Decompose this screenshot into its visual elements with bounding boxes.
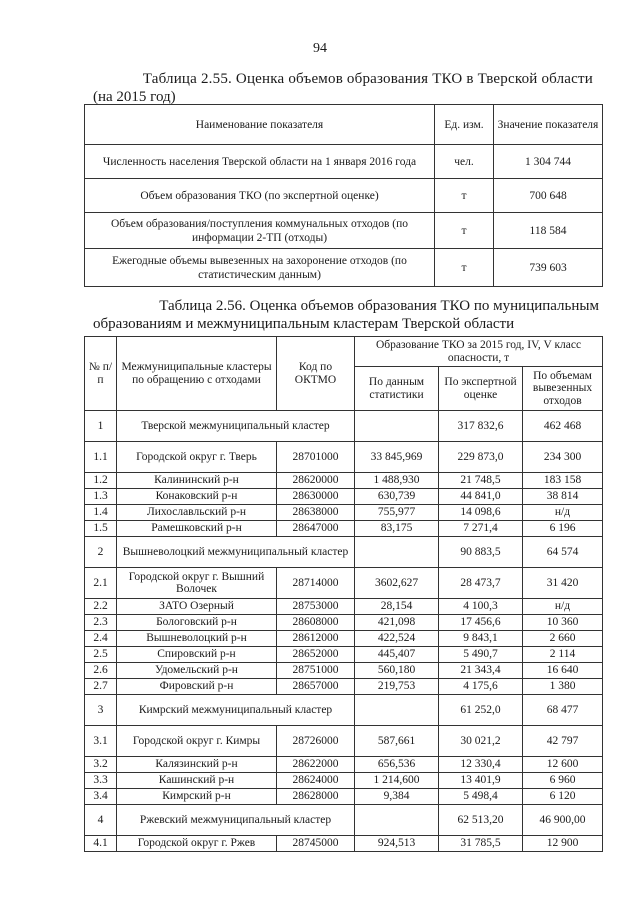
- row-num: 3.4: [85, 789, 117, 805]
- table-row: [85, 647, 603, 663]
- row-expert: 90 883,5: [439, 537, 523, 568]
- table2-header-group: Образование ТКО за 2015 год, IV, V класс опасности, т: [355, 337, 603, 367]
- row-oktmo: 28714000: [277, 568, 355, 599]
- row-value: 700 648: [494, 179, 603, 213]
- row-expert: 9 843,1: [439, 631, 523, 647]
- row-expert: 61 252,0: [439, 695, 523, 726]
- row-exported: 16 640: [523, 663, 603, 679]
- table-row: [85, 505, 603, 521]
- row-name: Удомельский р-н: [117, 663, 277, 679]
- row-num: 2.2: [85, 599, 117, 615]
- row-oktmo: 28745000: [277, 836, 355, 852]
- table-row: [85, 615, 603, 631]
- row-oktmo: 28751000: [277, 663, 355, 679]
- table-row: [85, 789, 603, 805]
- table2-header-row: [85, 337, 603, 367]
- row-oktmo: 28612000: [277, 631, 355, 647]
- row-num: 3.2: [85, 757, 117, 773]
- table-row: [85, 249, 603, 287]
- row-unit: т: [435, 213, 494, 249]
- row-stat: 560,180: [355, 663, 439, 679]
- row-stat: 587,661: [355, 726, 439, 757]
- table2-header-oktmo: Код по ОКТМО: [277, 337, 355, 411]
- row-oktmo: 28657000: [277, 679, 355, 695]
- row-name: Вышневолоцкий р-н: [117, 631, 277, 647]
- row-num: 1.5: [85, 521, 117, 537]
- table1: [84, 104, 603, 287]
- table-row: [85, 726, 603, 757]
- row-stat: [355, 411, 439, 442]
- row-expert: 17 456,6: [439, 615, 523, 631]
- row-stat: 421,098: [355, 615, 439, 631]
- row-exported: 10 360: [523, 615, 603, 631]
- table1-header-unit: Ед. изм.: [435, 105, 494, 145]
- table1-title-sub: (на 2015 год): [93, 89, 176, 105]
- row-stat: 1 488,930: [355, 473, 439, 489]
- cluster-row: [85, 411, 603, 442]
- row-stat: [355, 805, 439, 836]
- table1-header-value: Значение показателя: [494, 105, 603, 145]
- row-unit: чел.: [435, 145, 494, 179]
- row-stat: 630,739: [355, 489, 439, 505]
- table-row: [85, 663, 603, 679]
- table-row: [85, 179, 603, 213]
- row-exported: 38 814: [523, 489, 603, 505]
- row-name: Фировский р-н: [117, 679, 277, 695]
- table-row: [85, 442, 603, 473]
- row-num: 3: [85, 695, 117, 726]
- row-stat: 924,513: [355, 836, 439, 852]
- cluster-row: [85, 695, 603, 726]
- row-name: Бологовский р-н: [117, 615, 277, 631]
- row-exported: 12 900: [523, 836, 603, 852]
- table2-title-main: Таблица 2.56. Оценка объемов образования ТКО по муниципальным: [159, 298, 599, 314]
- row-expert: 14 098,6: [439, 505, 523, 521]
- row-name: Ежегодные объемы вывезенных на захоронение отходов (по статистическим данным): [85, 249, 435, 287]
- row-oktmo: 28647000: [277, 521, 355, 537]
- table-row: [85, 521, 603, 537]
- row-name: Тверской межмуниципальный кластер: [117, 411, 355, 442]
- row-stat: 656,536: [355, 757, 439, 773]
- row-exported: 234 300: [523, 442, 603, 473]
- table2-header-cluster: Межмуниципальные кластеры по обращению с отходами: [117, 337, 277, 411]
- row-name: Рамешковский р-н: [117, 521, 277, 537]
- row-name: Спировский р-н: [117, 647, 277, 663]
- table2-title: [93, 297, 599, 333]
- row-name: Городской округ г. Кимры: [117, 726, 277, 757]
- row-expert: 5 490,7: [439, 647, 523, 663]
- row-name: ЗАТО Озерный: [117, 599, 277, 615]
- table-row: [85, 773, 603, 789]
- row-stat: 422,524: [355, 631, 439, 647]
- row-expert: 5 498,4: [439, 789, 523, 805]
- row-name: Конаковский р-н: [117, 489, 277, 505]
- table2-title-sub: образованиям и межмуниципальным кластерам Тверской области: [93, 316, 515, 332]
- row-num: 1.2: [85, 473, 117, 489]
- row-name: Калязинский р-н: [117, 757, 277, 773]
- row-oktmo: 28753000: [277, 599, 355, 615]
- table2-header-num: № п/п: [85, 337, 117, 411]
- row-name: Численность населения Тверской области на 1 января 2016 года: [85, 145, 435, 179]
- row-num: 2.1: [85, 568, 117, 599]
- row-num: 2.7: [85, 679, 117, 695]
- table2-body: [85, 411, 603, 852]
- row-expert: 21 748,5: [439, 473, 523, 489]
- row-expert: 62 513,20: [439, 805, 523, 836]
- row-exported: н/д: [523, 599, 603, 615]
- row-expert: 12 330,4: [439, 757, 523, 773]
- row-exported: 183 158: [523, 473, 603, 489]
- row-expert: 229 873,0: [439, 442, 523, 473]
- row-stat: 755,977: [355, 505, 439, 521]
- row-oktmo: 28624000: [277, 773, 355, 789]
- table1-title: [93, 70, 593, 106]
- row-exported: 6 196: [523, 521, 603, 537]
- table2: [84, 336, 603, 852]
- row-stat: 83,175: [355, 521, 439, 537]
- row-num: 1.3: [85, 489, 117, 505]
- row-expert: 28 473,7: [439, 568, 523, 599]
- row-expert: 30 021,2: [439, 726, 523, 757]
- row-oktmo: 28652000: [277, 647, 355, 663]
- row-oktmo: 28638000: [277, 505, 355, 521]
- row-name: Кимрский р-н: [117, 789, 277, 805]
- row-name: Городской округ г. Тверь: [117, 442, 277, 473]
- row-num: 2.3: [85, 615, 117, 631]
- cluster-row: [85, 805, 603, 836]
- table-row: [85, 599, 603, 615]
- row-name: Вышневолоцкий межмуниципальный кластер: [117, 537, 355, 568]
- row-name: Объем образования/поступления коммунальных отходов (по информации 2-ТП (отходы): [85, 213, 435, 249]
- row-name: Калининский р-н: [117, 473, 277, 489]
- row-stat: 33 845,969: [355, 442, 439, 473]
- row-exported: 42 797: [523, 726, 603, 757]
- row-expert: 13 401,9: [439, 773, 523, 789]
- row-stat: 28,154: [355, 599, 439, 615]
- table-row: [85, 213, 603, 249]
- row-expert: 31 785,5: [439, 836, 523, 852]
- row-name: Ржевский межмуниципальный кластер: [117, 805, 355, 836]
- row-num: 3.1: [85, 726, 117, 757]
- row-stat: 219,753: [355, 679, 439, 695]
- table1-header-name: Наименование показателя: [85, 105, 435, 145]
- row-value: 1 304 744: [494, 145, 603, 179]
- row-oktmo: 28620000: [277, 473, 355, 489]
- table1-header-row: [85, 105, 603, 145]
- row-num: 1.1: [85, 442, 117, 473]
- row-stat: 9,384: [355, 789, 439, 805]
- row-expert: 7 271,4: [439, 521, 523, 537]
- row-value: 739 603: [494, 249, 603, 287]
- table-row: [85, 473, 603, 489]
- row-num: 1: [85, 411, 117, 442]
- row-name: Лихославльский р-н: [117, 505, 277, 521]
- row-stat: [355, 537, 439, 568]
- table-row: [85, 836, 603, 852]
- row-exported: 6 960: [523, 773, 603, 789]
- row-unit: т: [435, 249, 494, 287]
- row-exported: 12 600: [523, 757, 603, 773]
- table2-header-exported: По объемам вывезенных отходов: [523, 367, 603, 411]
- row-name: Городской округ г. Ржев: [117, 836, 277, 852]
- table-row: [85, 145, 603, 179]
- row-exported: 31 420: [523, 568, 603, 599]
- row-stat: 445,407: [355, 647, 439, 663]
- table-row: [85, 568, 603, 599]
- table-row: [85, 679, 603, 695]
- row-oktmo: 28701000: [277, 442, 355, 473]
- row-num: 3.3: [85, 773, 117, 789]
- row-expert: 4 100,3: [439, 599, 523, 615]
- row-oktmo: 28630000: [277, 489, 355, 505]
- row-exported: н/д: [523, 505, 603, 521]
- table1-title-main: Таблица 2.55. Оценка объемов образования ТКО в Тверской области: [142, 71, 593, 87]
- row-exported: 1 380: [523, 679, 603, 695]
- table-row: [85, 631, 603, 647]
- row-stat: [355, 695, 439, 726]
- table-row: [85, 489, 603, 505]
- row-unit: т: [435, 179, 494, 213]
- row-oktmo: 28608000: [277, 615, 355, 631]
- row-oktmo: 28628000: [277, 789, 355, 805]
- row-expert: 317 832,6: [439, 411, 523, 442]
- row-num: 4: [85, 805, 117, 836]
- row-name: Объем образования ТКО (по экспертной оценке): [85, 179, 435, 213]
- row-num: 2.6: [85, 663, 117, 679]
- row-expert: 4 175,6: [439, 679, 523, 695]
- cluster-row: [85, 537, 603, 568]
- table-row: [85, 757, 603, 773]
- table2-header-expert: По экспертной оценке: [439, 367, 523, 411]
- table2-header-stat: По данным статистики: [355, 367, 439, 411]
- row-oktmo: 28726000: [277, 726, 355, 757]
- row-oktmo: 28622000: [277, 757, 355, 773]
- row-stat: 1 214,600: [355, 773, 439, 789]
- row-exported: 64 574: [523, 537, 603, 568]
- row-exported: 46 900,00: [523, 805, 603, 836]
- row-exported: 2 114: [523, 647, 603, 663]
- row-expert: 44 841,0: [439, 489, 523, 505]
- row-name: Кашинский р-н: [117, 773, 277, 789]
- row-expert: 21 343,4: [439, 663, 523, 679]
- row-value: 118 584: [494, 213, 603, 249]
- row-stat: 3602,627: [355, 568, 439, 599]
- row-exported: 462 468: [523, 411, 603, 442]
- row-num: 4.1: [85, 836, 117, 852]
- row-exported: 68 477: [523, 695, 603, 726]
- row-num: 2.4: [85, 631, 117, 647]
- row-num: 2: [85, 537, 117, 568]
- row-name: Городской округ г. Вышний Волочек: [117, 568, 277, 599]
- row-exported: 6 120: [523, 789, 603, 805]
- row-num: 1.4: [85, 505, 117, 521]
- row-exported: 2 660: [523, 631, 603, 647]
- row-num: 2.5: [85, 647, 117, 663]
- page-number: 94: [313, 41, 327, 56]
- row-name: Кимрский межмуниципальный кластер: [117, 695, 355, 726]
